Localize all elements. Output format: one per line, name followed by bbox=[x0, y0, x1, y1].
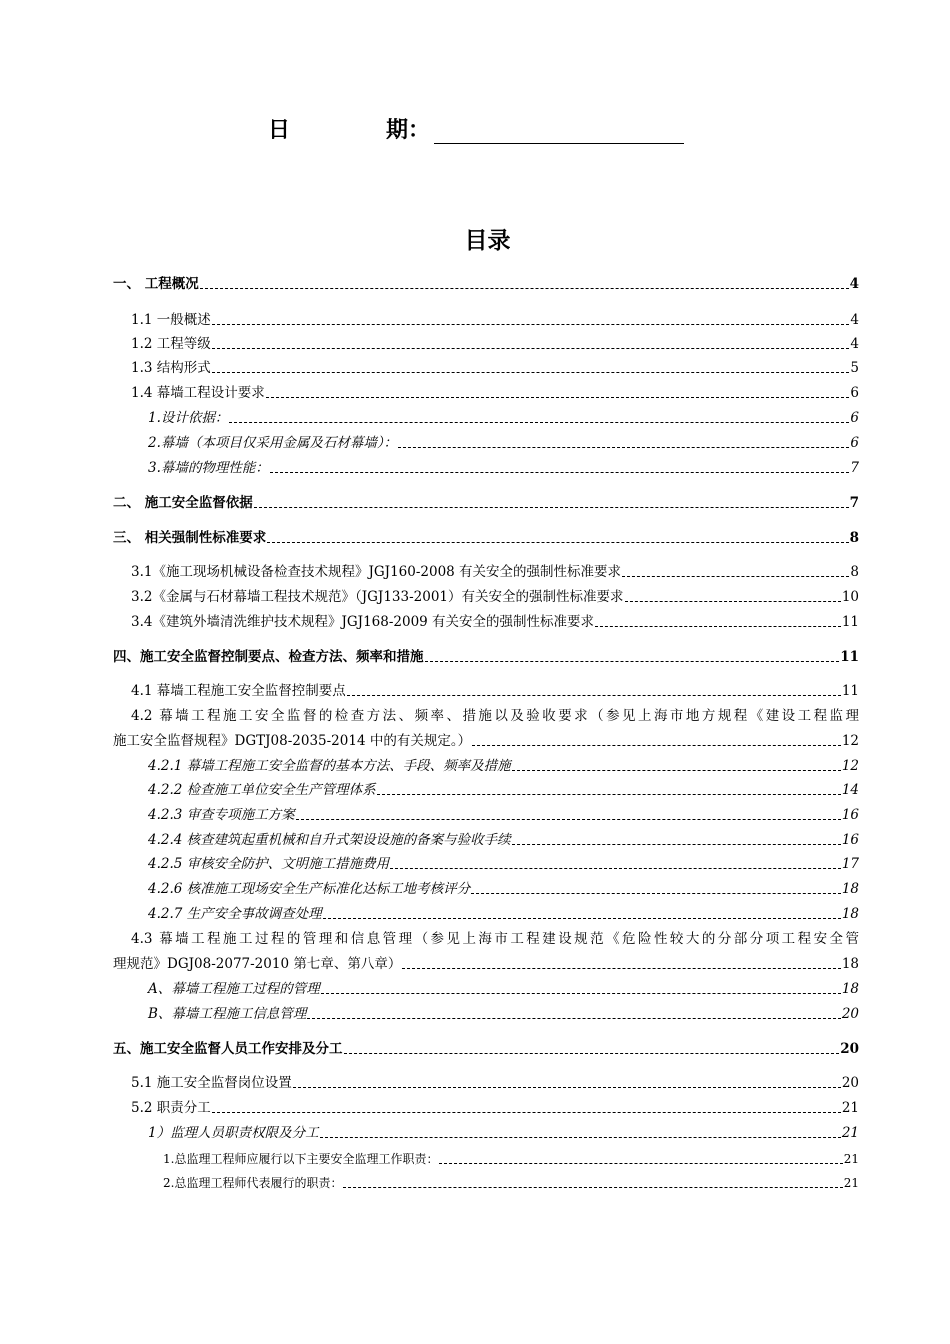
toc-entry-line-1[interactable]: 4.3 幕墙工程施工过程的管理和信息管理（参见上海市工程建设规范《危险性较大的分部分项工程安全管 bbox=[131, 931, 859, 947]
toc-entry[interactable]: 三、 相关强制性标准要求 8 bbox=[113, 530, 859, 546]
toc-entry[interactable]: 3.4《建筑外墙清洗维护技术规程》JGJ168-2009 有关安全的强制性标准要求 11 bbox=[131, 614, 859, 630]
toc-entry[interactable]: 4.2.4 核查建筑起重机械和自升式架设设施的备案与验收手续 16 bbox=[148, 832, 859, 848]
toc-entry[interactable]: A、幕墙工程施工过程的管理 18 bbox=[148, 981, 859, 997]
toc-entry[interactable]: 1.总监理工程师应履行以下主要安全监理工作职责： 21 bbox=[163, 1152, 859, 1166]
toc-entry[interactable]: 一、 工程概况 4 bbox=[113, 276, 859, 292]
toc-entry[interactable]: 5.1 施工安全监督岗位设置 20 bbox=[131, 1075, 859, 1091]
toc-entry[interactable]: 3.2《金属与石材幕墙工程技术规范》（JGJ133-2001）有关安全的强制性标准要求 10 bbox=[131, 589, 859, 605]
toc-entry[interactable]: 5.2 职责分工 21 bbox=[131, 1100, 859, 1116]
toc-entry[interactable]: 4.2.6 核准施工现场安全生产标准化达标工地考核评分 18 bbox=[148, 881, 859, 897]
toc-entry[interactable]: 五、施工安全监督人员工作安排及分工 20 bbox=[113, 1041, 859, 1057]
toc-entry[interactable]: 施工安全监督规程》DGTJ08-2035-2014 中的有关规定。） 12 bbox=[113, 733, 859, 749]
toc-entry[interactable]: 4.2.2 检查施工单位安全生产管理体系 14 bbox=[148, 782, 859, 798]
toc-entry[interactable]: 4.2.7 生产安全事故调查处理 18 bbox=[148, 906, 859, 922]
toc-entry[interactable]: 理规范》DGJ08-2077-2010 第七章、第八章） 18 bbox=[113, 956, 859, 972]
toc-entry[interactable]: 1）监理人员职责权限及分工 21 bbox=[148, 1125, 859, 1141]
toc-entry-line-1[interactable]: 4.2 幕墙工程施工安全监督的检查方法、频率、措施以及验收要求（参见上海市地方规程《建设工程监理 bbox=[131, 708, 859, 724]
toc-entry[interactable]: 1.设计依据： 6 bbox=[148, 410, 859, 426]
toc-entry[interactable]: 4.2.5 审核安全防护、文明施工措施费用 17 bbox=[148, 856, 859, 872]
toc-entry[interactable]: 4.1 幕墙工程施工安全监督控制要点 11 bbox=[131, 683, 859, 699]
toc-entry[interactable]: 4.2.1 幕墙工程施工安全监督的基本方法、手段、频率及措施 12 bbox=[148, 758, 859, 774]
toc-entry[interactable]: 2.总监理工程师代表履行的职责： 21 bbox=[163, 1176, 859, 1190]
toc-entry[interactable]: 四、施工安全监督控制要点、检查方法、频率和措施 11 bbox=[113, 649, 859, 665]
toc-entry[interactable]: 1.4 幕墙工程设计要求 6 bbox=[131, 385, 859, 401]
toc-title: 目录 bbox=[464, 228, 511, 254]
toc-entry[interactable]: B、幕墙工程施工信息管理 20 bbox=[148, 1006, 859, 1022]
toc-entry[interactable]: 二、 施工安全监督依据 7 bbox=[113, 495, 859, 511]
date-label-1: 日 bbox=[268, 118, 291, 143]
toc-entry[interactable]: 4.2.3 审查专项施工方案 16 bbox=[148, 807, 859, 823]
toc-entry[interactable]: 3.1《施工现场机械设备检查技术规程》JGJ160-2008 有关安全的强制性标准要求 8 bbox=[131, 564, 859, 580]
date-label-2: 期： bbox=[386, 118, 431, 143]
toc-entry[interactable]: 3.幕墙的物理性能： 7 bbox=[148, 460, 859, 476]
toc-entry[interactable]: 1.3 结构形式 5 bbox=[131, 360, 859, 376]
toc-entry[interactable]: 1.1 一般概述 4 bbox=[131, 312, 859, 328]
toc-entry[interactable]: 2.幕墙（本项目仅采用金属及石材幕墙）： 6 bbox=[148, 435, 859, 451]
toc-entry[interactable]: 1.2 工程等级 4 bbox=[131, 336, 859, 352]
